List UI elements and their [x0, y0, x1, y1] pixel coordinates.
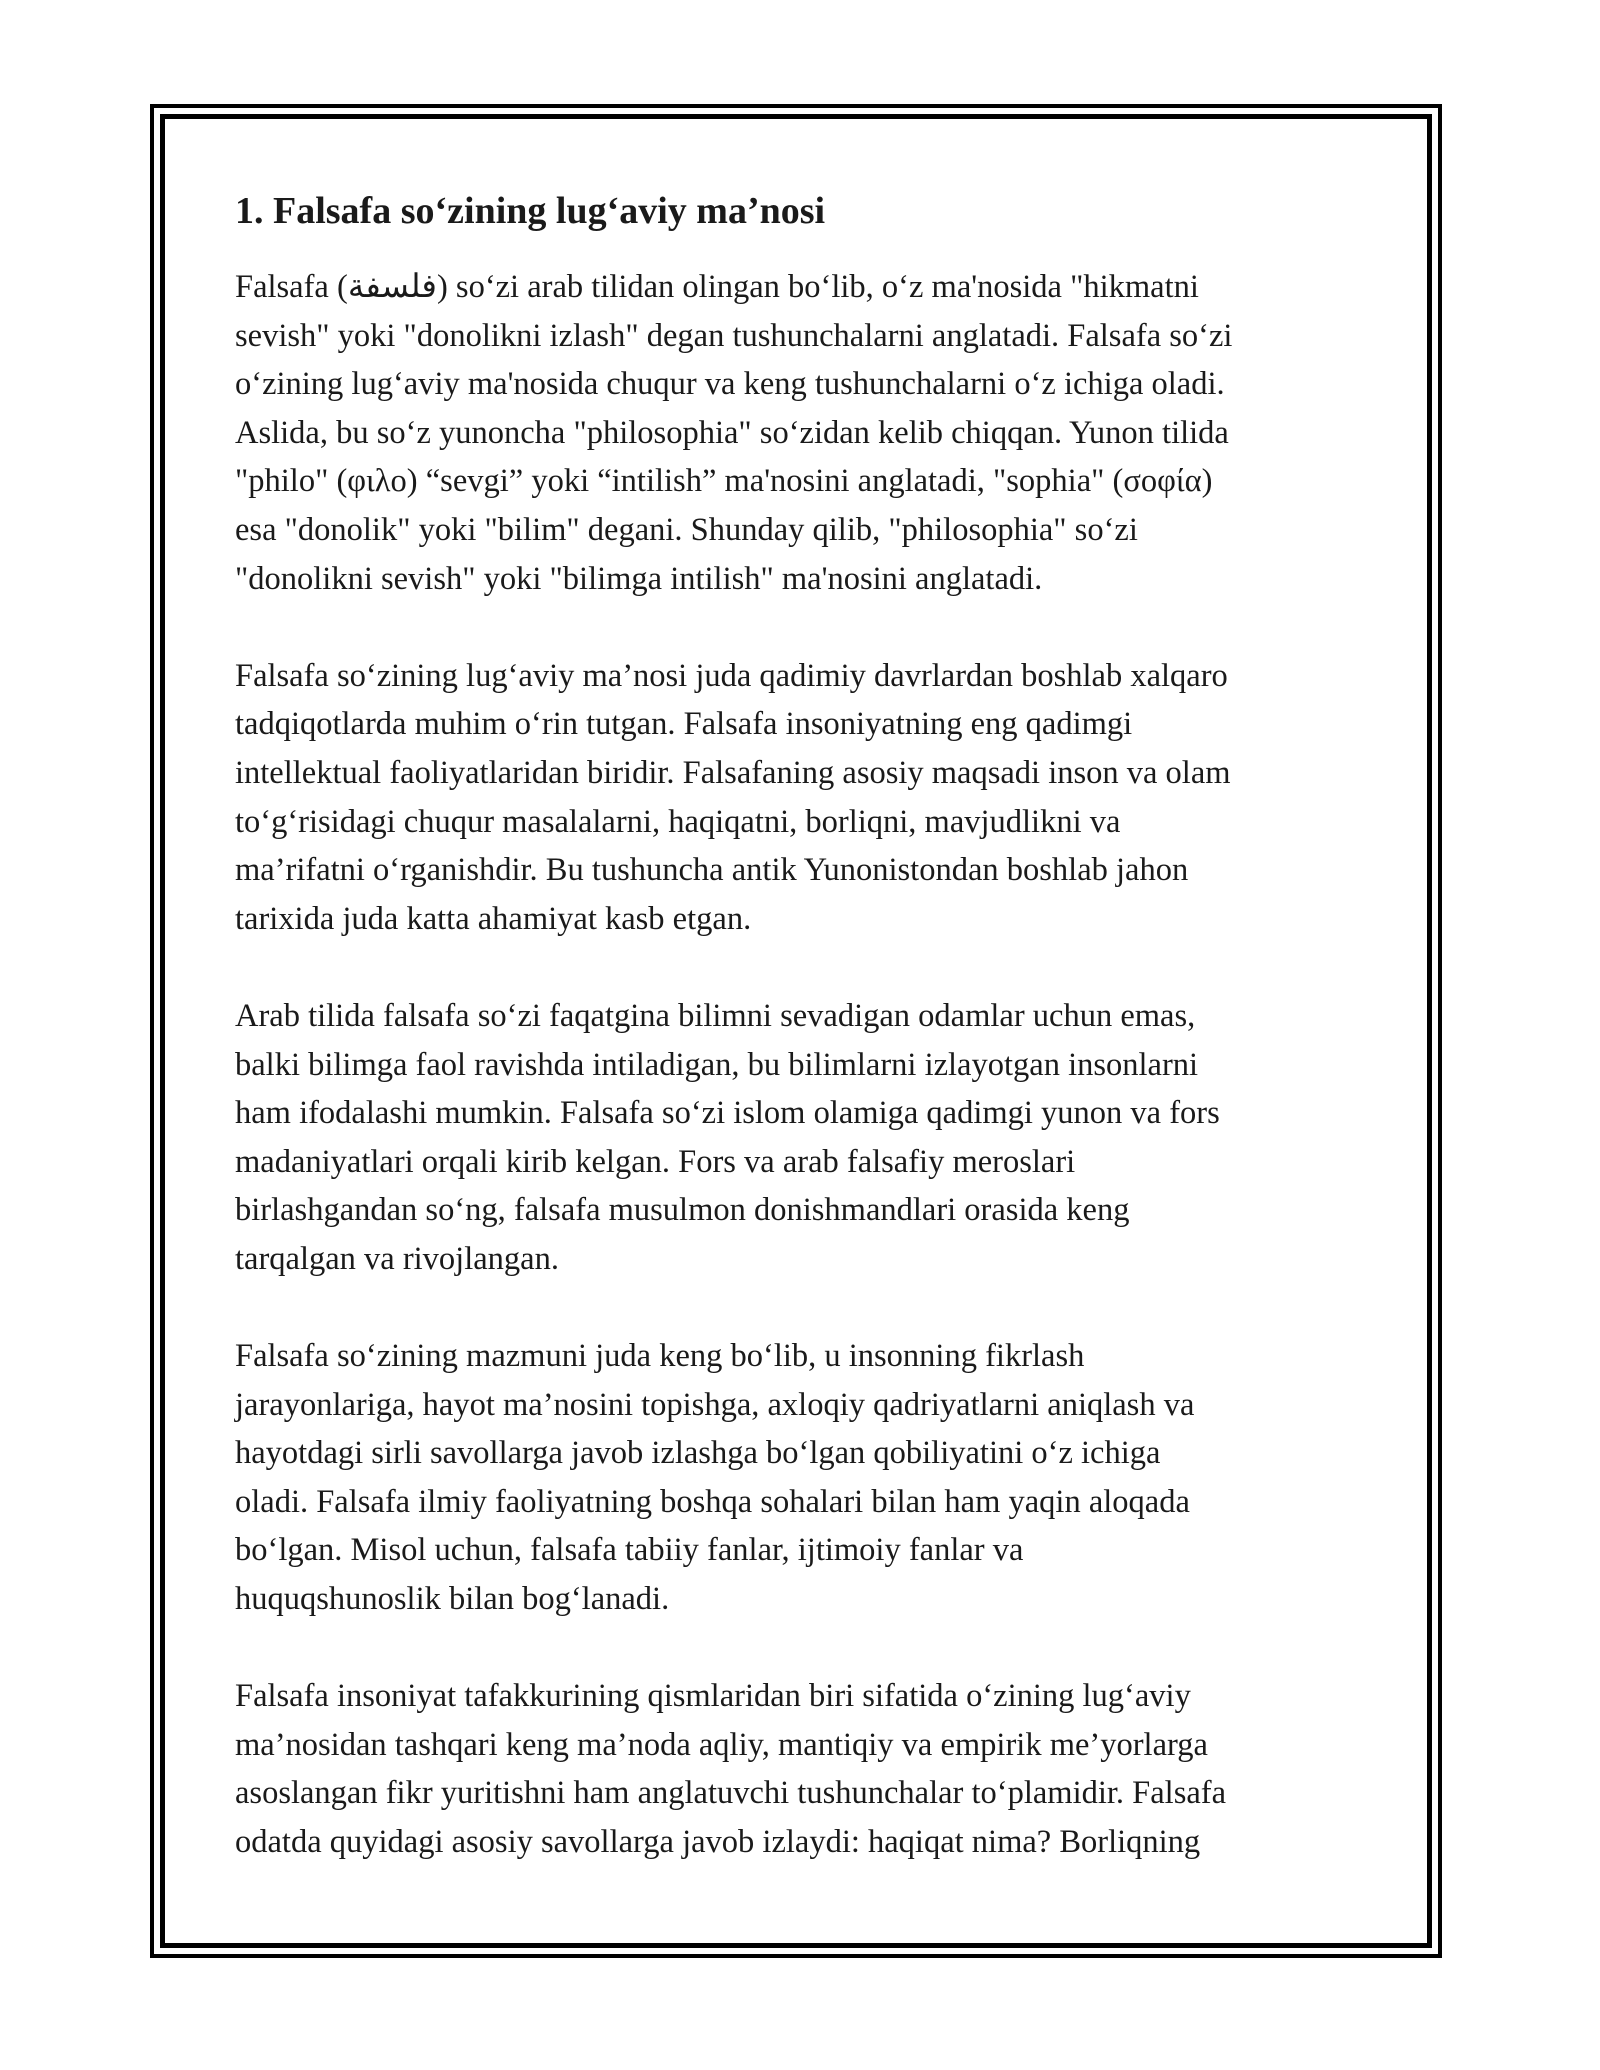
text-line: Falsafa (فلسفة) so‘zi arab tilidan olingan bo‘lib, o‘z ma'nosida "hikmatni: [235, 269, 1199, 305]
text-line: o‘zining lug‘aviy ma'nosida chuqur va keng tushunchalarni o‘z ichiga oladi.: [235, 366, 1225, 403]
text-line: esa "donolik" yoki "bilim" degani. Shunday qilib, "philosophia" so‘zi: [235, 511, 1138, 548]
text-line: jarayonlariga, hayot ma’nosini topishga, axloqiy qadriyatlarni aniqlash va: [235, 1386, 1195, 1423]
text-line: oladi. Falsafa ilmiy faoliyatning boshqa sohalari bilan ham yaqin aloqada: [235, 1483, 1190, 1520]
text-line: Falsafa so‘zining mazmuni juda keng bo‘lib, u insonning fikrlash: [235, 1338, 1085, 1375]
section-heading: 1. Falsafa so‘zining lug‘aviy ma’nosi: [235, 190, 826, 232]
document-body: [235, 185, 1375, 1915]
text-line: intellektual faoliyatlaridan biridir. Falsafaning asosiy maqsadi inson va olam: [235, 754, 1231, 791]
text-line: asoslangan fikr yuritishni ham anglatuvchi tushunchalar to‘plamidir. Falsafa: [235, 1775, 1227, 1812]
text-line: balki bilimga faol ravishda intiladigan, bu bilimlarni izlayotgan insonlarni: [235, 1046, 1199, 1083]
text-line: hayotdagi sirli savollarga javob izlashga bo‘lgan qobiliyatini o‘z ichiga: [235, 1435, 1161, 1472]
text-line: sevish" yoki "donolikni izlash" degan tushunchalarni anglatadi. Falsafa so‘zi: [235, 317, 1233, 354]
paragraph-2: [235, 652, 1375, 944]
text-line: "donolikni sevish" yoki "bilimga intilish" ma'nosini anglatadi.: [235, 560, 1043, 597]
text-line: ham ifodalashi mumkin. Falsafa so‘zi islom olamiga qadimgi yunon va fors: [235, 1095, 1220, 1132]
text-line: tadqiqotlarda muhim o‘rin tutgan. Falsafa insoniyatning eng qadimgi: [235, 706, 1133, 743]
text-line: to‘g‘risidagi chuqur masalalarni, haqiqatni, borliqni, mavjudlikni va: [235, 803, 1121, 840]
text-line: Aslida, bu so‘z yunoncha "philosophia" so‘zidan kelib chiqqan. Yunon tilida: [235, 414, 1229, 451]
text-line: tarixida juda katta ahamiyat kasb etgan.: [235, 900, 752, 937]
text-line: odatda quyidagi asosiy savollarga javob izlaydi: haqiqat nima? Borliqning: [235, 1824, 1201, 1860]
text-line: Falsafa so‘zining lug‘aviy ma’nosi juda qadimiy davrlardan boshlab xalqaro: [235, 657, 1228, 694]
text-line: huquqshunoslik bilan bog‘lanadi.: [235, 1581, 670, 1618]
text-line: "philo" (φιλο) “sevgi” yoki “intilish” ma'nosini anglatadi, "sophia" (σοφία): [235, 463, 1213, 500]
paragraph-4: [235, 1332, 1375, 1624]
text-line: tarqalgan va rivojlangan.: [235, 1240, 559, 1277]
paragraph-5: [235, 1672, 1375, 1866]
text-line: birlashgandan so‘ng, falsafa musulmon donishmandlari orasida keng: [235, 1192, 1130, 1229]
text-line: madaniyatlari orqali kirib kelgan. Fors va arab falsafiy meroslari: [235, 1143, 1076, 1180]
paragraph-3: [235, 992, 1375, 1284]
text-line: bo‘lgan. Misol uchun, falsafa tabiiy fanlar, ijtimoiy fanlar va: [235, 1532, 1024, 1569]
text-line: ma’nosidan tashqari keng ma’noda aqliy, mantiqiy va empirik me’yorlarga: [235, 1726, 1208, 1763]
text-line: Arab tilida falsafa so‘zi faqatgina bilimni sevadigan odamlar uchun emas,: [235, 997, 1196, 1034]
paragraph-1: [235, 263, 1375, 603]
text-line: ma’rifatni o‘rganishdir. Bu tushuncha antik Yunonistondan boshlab jahon: [235, 852, 1189, 889]
text-line: Falsafa insoniyat tafakkurining qismlaridan biri sifatida o‘zining lug‘aviy: [235, 1678, 1191, 1715]
